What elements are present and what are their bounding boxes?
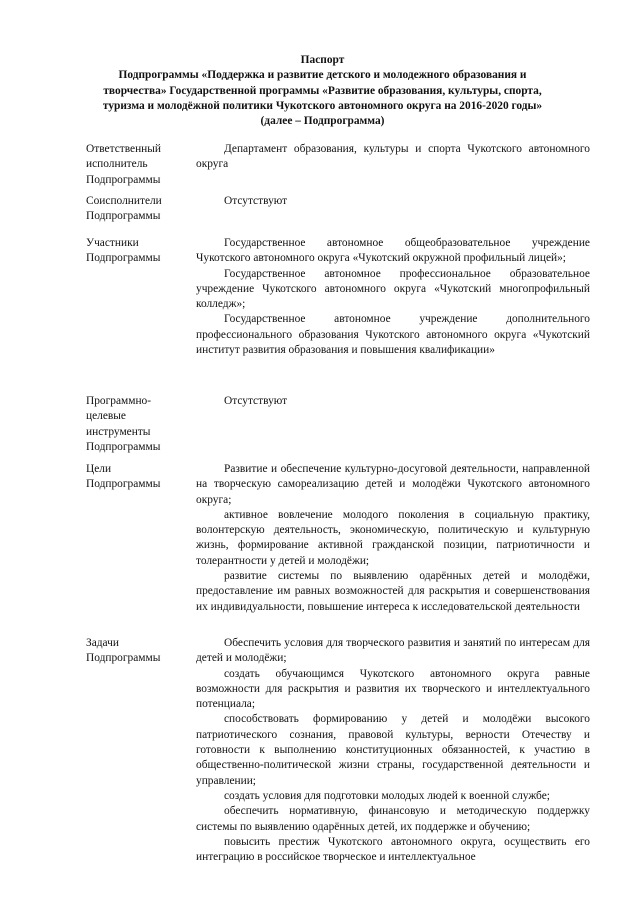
paragraph: повысить престиж Чукотского автономного округа, осуществить его интеграцию в российское творческое и интеллектуальное [196,835,590,864]
paragraph: Государственное автономное учреждение дополнительного профессионального образования Чукотского автономного округа «Чукотский институт развития образования и повышения квалификации» [196,313,590,357]
subtitle-line-2: творчества» Государственной программы «Развитие образования, культуры, спорта, [103,84,542,97]
paragraph: Отсутствуют [224,395,288,407]
document-title: Паспорт [300,54,345,66]
section-label: Программно- целевые инструменты Подпрограммы [86,395,161,453]
section-label: Ответственный исполнитель Подпрограммы [86,143,162,186]
paragraph: создать обучающимся Чукотского автономного округа равные возможности для раскрытия и развития их творческого и интеллектуального потенциала; [196,667,590,711]
section-label: Участники Подпрограммы [86,237,161,265]
paragraph: обеспечить нормативную, финансовую и методическую поддержку системы по выявлению одарённых детей, их поддержке и обучению; [196,805,590,833]
section-content [196,394,590,409]
subtitle-line-1: Подпрограммы «Поддержка и развитие детского и молодежного образования и [118,69,527,82]
paragraph: Государственное автономное общеобразовательное учреждение Чукотского автономного округа «Чукотский окружной профильный лицей»; [196,237,590,265]
section-label: Цели Подпрограммы [86,463,161,491]
paragraph: Государственное автономное профессиональное образовательное учреждение Чукотского автономного округа «Чукотский многопрофильный колледж»; [196,267,590,311]
paragraph: Обеспечить условия для творческого развития и занятий по интересам для детей и молодёжи; [196,637,590,665]
section-content [196,142,590,173]
paragraph: Отсутствуют [224,195,288,207]
section-content [196,462,590,615]
paragraph: способствовать формированию у детей и молодёжи высокого патриотического сознания, правовой культуры, верности Отечеству и готовности к выполнению конституционных обязанностей, к участию в общественно-политической жизни страны, государственной деятельности и управлении; [196,713,590,787]
section-label: Задачи Подпрограммы [86,637,161,665]
subtitle-line-4: (далее – Подпрограмма) [260,115,385,128]
paragraph: активное вовлечение молодого поколения в социальную практику, волонтерскую деятельность, экономическую, политическую и культурную жизнь, формирование активной гражданской позиции, патриотичности и толерантности у детей и молодёжи; [196,508,590,567]
section-label: Соисполнители Подпрограммы [86,195,162,223]
section-content [196,236,590,358]
passport-header [70,53,575,129]
paragraph: развитие системы по выявлению одарённых детей и молодёжи, предоставление им равных возможностей для раскрытия и совершенствования их индивидуальности, повышение интереса к исследовательской деятельности [196,570,590,613]
paragraph: Развитие и обеспечение культурно-досуговой деятельности, направленной на творческую самореализацию детей и молодёжи Чукотского автономного округа; [196,463,590,506]
section-content [196,194,590,209]
subtitle-line-3: туризма и молодёжной политики Чукотского автономного округа на 2016-2020 годы» [102,99,543,112]
section-content [196,636,590,865]
paragraph: Департамент образования, культуры и спорта Чукотского автономного округа [196,143,590,171]
paragraph: создать условия для подготовки молодых людей к военной службе; [224,789,550,802]
